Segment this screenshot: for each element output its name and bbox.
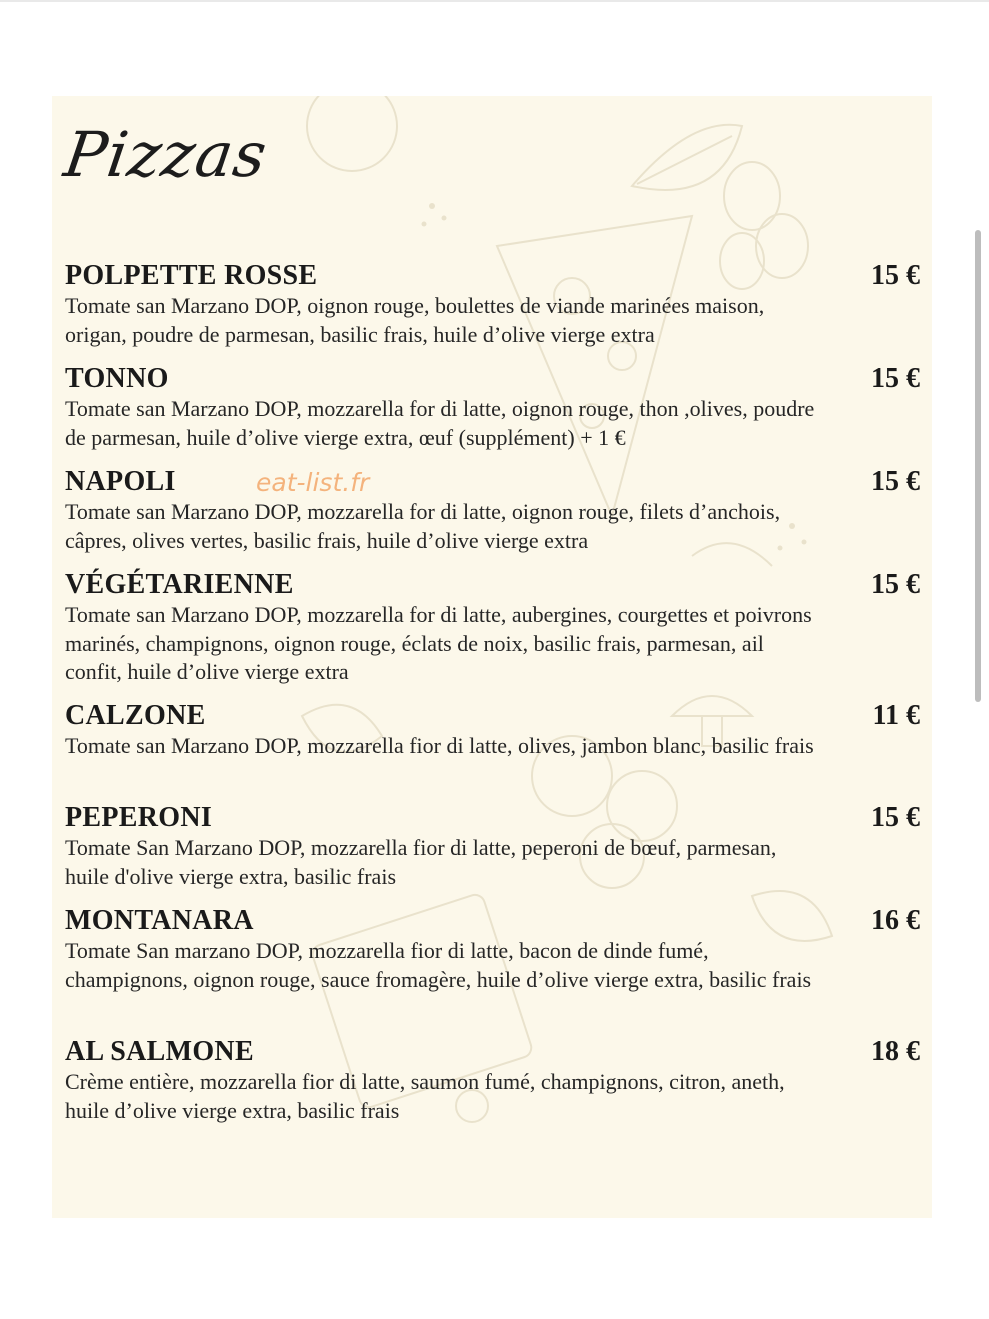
menu-item	[65, 1036, 920, 1125]
item-description: Tomate San marzano DOP, mozzarella fior di latte, bacon de dinde fumé, champignons, oignon rouge, sauce fromagère, huile d’olive vierge extra, basilic frais	[65, 938, 812, 992]
meat-icon	[52, 911, 53, 931]
item-price: 15 €	[871, 260, 920, 291]
item-description: Tomate san Marzano DOP, mozzarella for di latte, oignon rouge, thon ,olives, poudre de parmesan, huile d’olive vierge extra, œuf (supplément) + 1 €	[65, 396, 815, 450]
item-price: 15 €	[871, 363, 920, 394]
item-description: Crème entière, mozzarella fior di latte, saumon fumé, champignons, citron, aneth, huile d’olive vierge extra, basilic frais	[65, 1069, 785, 1123]
menu-item	[65, 700, 920, 761]
scrollbar[interactable]	[975, 230, 981, 702]
leaf-icon	[52, 575, 53, 595]
item-name: PEPERONI	[65, 802, 213, 833]
menu-item	[65, 260, 920, 349]
item-name: CALZONE	[65, 700, 206, 731]
item-description: Tomate san Marzano DOP, oignon rouge, boulettes de viande marinées maison, origan, poudre de parmesan, basilic frais, huile d’olive vierge extra	[65, 293, 765, 347]
item-description: Tomate san Marzano DOP, mozzarella for di latte, oignon rouge, filets d’anchois, câpres, olives vertes, basilic frais, huile d’olive vierge extra	[65, 499, 781, 553]
menu-title: Pizzas	[59, 118, 272, 191]
item-price: 11 €	[872, 700, 920, 731]
item-description: Tomate san Marzano DOP, mozzarella fior di latte, olives, jambon blanc, basilic frais	[65, 733, 814, 758]
menu-item	[65, 569, 920, 687]
item-price: 15 €	[871, 466, 920, 497]
menu-card	[52, 96, 932, 1218]
item-name: NAPOLI	[65, 466, 176, 497]
item-description: Tomate San Marzano DOP, mozzarella fior di latte, peperoni de bœuf, parmesan, huile d'olive vierge extra, basilic frais	[65, 835, 777, 889]
item-price: 15 €	[871, 802, 920, 833]
menu-item	[65, 905, 920, 994]
item-price: 15 €	[871, 569, 920, 600]
menu-item	[65, 363, 920, 452]
item-name: TONNO	[65, 363, 169, 394]
watermark-text: eat-list.fr	[256, 468, 370, 497]
meat-icon	[52, 808, 53, 828]
menu-item	[65, 802, 920, 891]
item-name: AL SALMONE	[65, 1036, 254, 1067]
item-name: VÉGÉTARIENNE	[65, 569, 294, 600]
item-price: 18 €	[871, 1036, 920, 1067]
meat-icon	[52, 266, 53, 286]
item-name: POLPETTE ROSSE	[65, 260, 318, 291]
item-name: MONTANARA	[65, 905, 254, 936]
item-price: 16 €	[871, 905, 920, 936]
menu-item	[65, 466, 920, 555]
item-description: Tomate san Marzano DOP, mozzarella for di latte, aubergines, courgettes et poivrons marinés, champignons, oignon rouge, éclats de noix, basilic frais, parmesan, ail confit, huile d’olive vierge extra	[65, 602, 812, 684]
top-divider	[0, 0, 989, 2]
